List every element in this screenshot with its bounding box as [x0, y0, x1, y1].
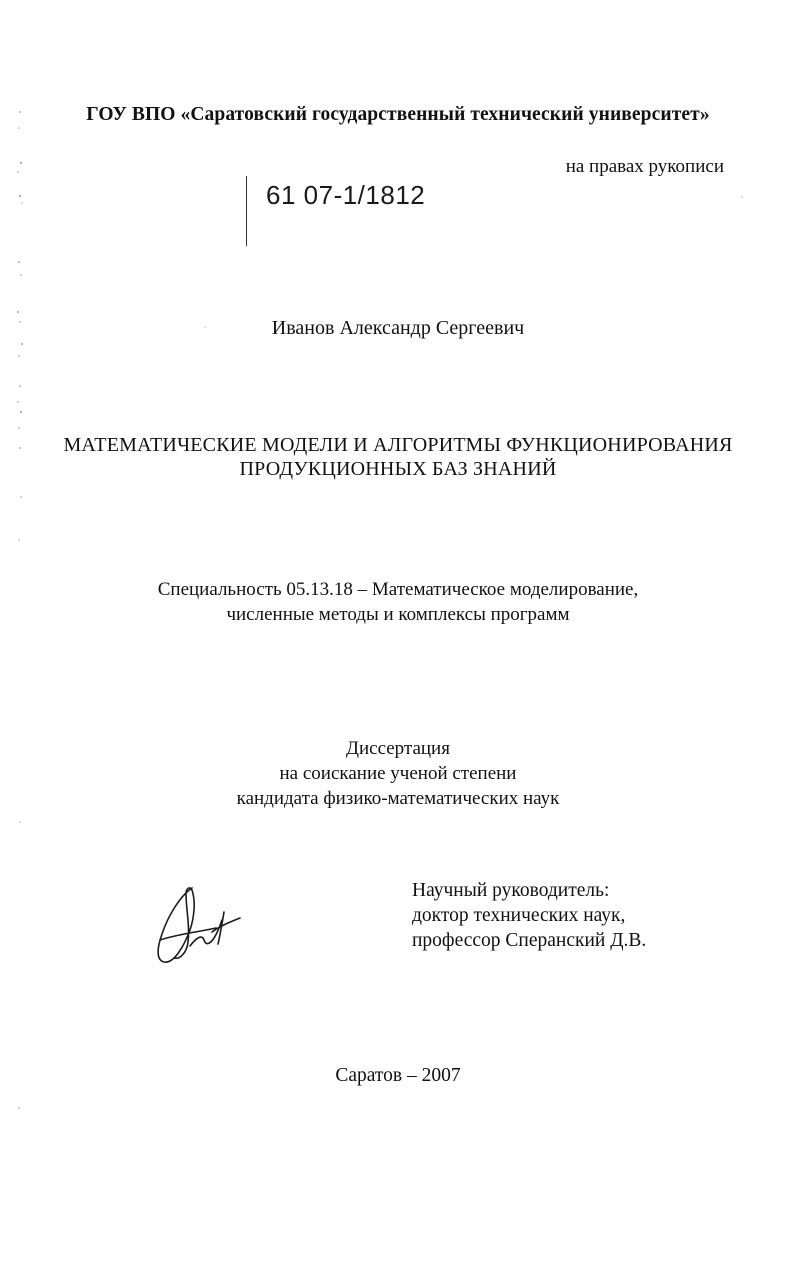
dissertation-title	[0, 433, 796, 481]
signature-icon	[150, 882, 250, 970]
title-line-2: ПРОДУКЦИОННЫХ БАЗ ЗНАНИЙ	[239, 458, 557, 480]
specialty-line-2: численные методы и комплексы программ	[226, 604, 570, 625]
degree-line-1: Диссертация	[346, 738, 450, 759]
degree-line-2: на соискание ученой степени	[279, 763, 517, 784]
specialty-block	[0, 577, 796, 627]
advisor-line-2: доктор технических наук,	[412, 905, 626, 926]
rights-note: на правах рукописи	[565, 156, 724, 177]
author-name: Иванов Александр Сергеевич	[271, 317, 525, 339]
stamp-number: 61 07-1/1812	[266, 180, 426, 210]
advisor-line-1: Научный руководитель:	[412, 880, 610, 901]
title-line-1: МАТЕМАТИЧЕСКИЕ МОДЕЛИ И АЛГОРИТМЫ ФУНКЦИОНИРОВАНИЯ	[63, 434, 733, 456]
degree-block	[0, 736, 796, 811]
specialty-line-1: Специальность 05.13.18 – Математическое моделирование,	[157, 579, 639, 600]
stamp-bar	[246, 176, 247, 246]
advisor-block	[412, 878, 646, 953]
advisor-line-3: профессор Сперанский Д.В.	[412, 930, 647, 951]
institution-name: ГОУ ВПО «Саратовский государственный технический университет»	[86, 104, 710, 125]
city-year: Саратов – 2007	[335, 1065, 461, 1086]
degree-line-3: кандидата физико-математических наук	[236, 788, 560, 809]
